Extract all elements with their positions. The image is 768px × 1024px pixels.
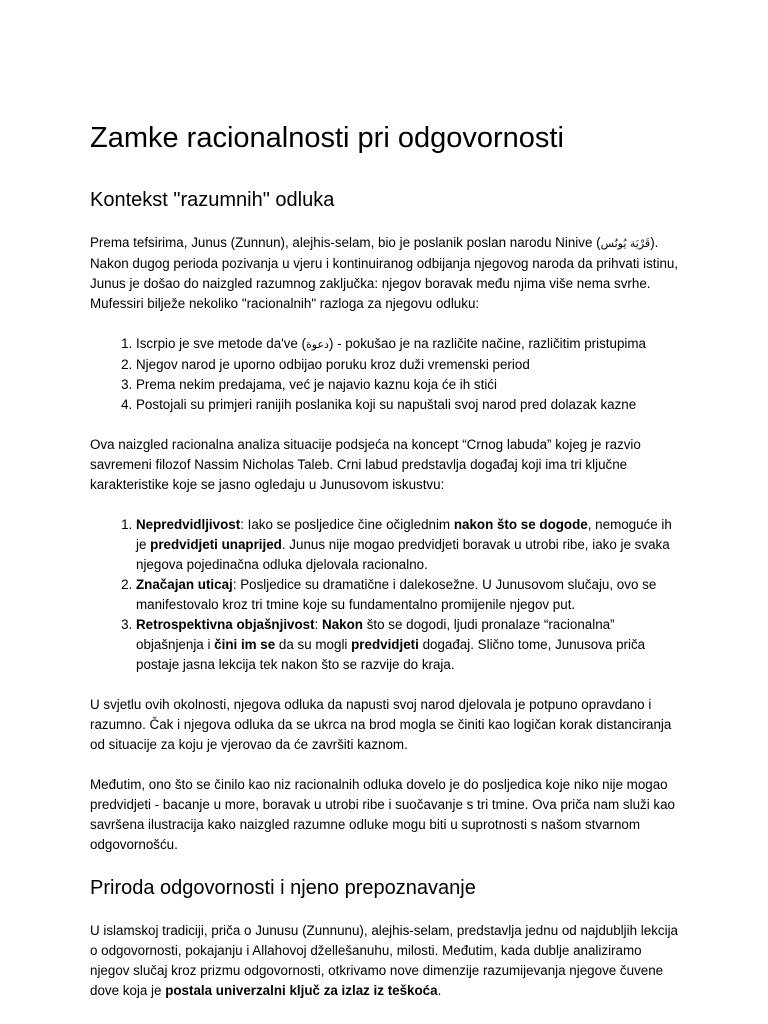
responsibility-bold: postala univerzalni ključ za izlaz iz teškoća <box>165 983 438 998</box>
list-item <box>136 515 680 575</box>
trait-1-bold-2: nakon što se dogode <box>453 517 588 532</box>
trait-3-text-a: : <box>314 617 323 632</box>
trait-2-title: Značajan uticaj <box>136 577 233 592</box>
document-content <box>90 120 680 1001</box>
list-item: 3. Prema nekim predajama, već je najavio kaznu koja će ih stići <box>136 375 680 395</box>
trait-1-text-a: : Iako se posljedice čine očiglednim <box>240 517 454 532</box>
responsibility-text-b: . <box>437 983 442 998</box>
consequences-paragraph: Međutim, ono što se činilo kao niz racionalnih odluka dovelo je do posljedica koje niko nije mogao predvidjeti - bacanje u more, boravak u utrobi ribe i suočavanje s tri tmine. Ova priča nam služi kao savršena ilustracija kako naizgled razumne odluke mogu biti u suprotnosti s našom stvarnom odgovornošću. <box>90 777 675 852</box>
responsibility-paragraph <box>90 921 680 1001</box>
intro-text-b: ). Nakon dugog perioda pozivanja u vjeru i kontinuiranog odbijanja njegovog naroda da prihvati istinu, Junus je došao do naizgled razumnog zaključka: njegov boravak među njima više nema svrhe. Mufessiri bilježe nekoliko "racionalnih" razloga za njegovu odluku: <box>90 235 679 311</box>
intro-text-a: Prema tefsirima, Junus (Zunnun), alejhis-selam, bio je poslanik poslan narodu Ninive ( <box>90 235 601 250</box>
list-item <box>136 615 680 675</box>
black-swan-paragraph: Ova naizgled racionalna analiza situacije podsjeća na koncept “Crnog labuda” kojeg je razvio savremeni filozof Nassim Nicholas Taleb. Crni labud predstavlja događaj koji ima tri ključne karakteristike koje se jasno ogledaju u Junusovom iskustvu: <box>90 437 641 492</box>
trait-3-bold-2: Nakon <box>322 617 363 632</box>
list-item <box>136 575 680 615</box>
traits-list <box>90 515 680 675</box>
reasons-list <box>90 334 680 415</box>
trait-3-bold-4: predvidjeti <box>351 637 419 652</box>
trait-3-title: Retrospektivna objašnjivost <box>136 617 315 632</box>
circumstances-paragraph: U svjetlu ovih okolnosti, njegova odluka da napusti svoj narod djelovala je potpuno opravdano i razumno. Čak i njegova odluka da se ukrca na brod mogla se činiti kao logičan korak distanciranja od situacije za koju je vjerovao da će završiti kaznom. <box>90 697 672 752</box>
list-item: 2. Njegov narod je uporno odbijao poruku kroz duži vremenski period <box>136 355 680 375</box>
list-item <box>136 334 680 355</box>
trait-1-text-b: , nemoguće ih je <box>136 517 672 552</box>
trait-3-text-c: da su mogli <box>275 637 352 652</box>
trait-1-bold-3: predvidjeti unaprijed <box>150 537 282 552</box>
arabic-ninive: قَرْيَة يُونُس <box>600 237 651 250</box>
trait-3-bold-3: čini im se <box>214 637 276 652</box>
reason-1-text-b: ) - pokušao je na različite načine, različitim pristupima <box>328 336 646 351</box>
section-heading-context: Kontekst "razumnih" odluka <box>90 189 335 211</box>
intro-paragraph <box>90 233 680 314</box>
trait-2-text-a: : Posljedice su dramatične i dalekosežne. U Junusovom slučaju, ovo se manifestovalo kroz tri tmine koje su fundamentalno promijenile njegov put. <box>136 577 657 612</box>
arabic-dawa: دعوة <box>306 338 329 351</box>
page-title: Zamke racionalnosti pri odgovornosti <box>90 122 564 154</box>
list-item: 4. Postojali su primjeri ranijih poslanika koji su napuštali svoj narod pred dolazak kazne <box>136 395 680 415</box>
trait-1-title: Nepredvidljivost <box>136 517 241 532</box>
reason-1-text-a: Iscrpio je sve metode da've ( <box>136 336 307 351</box>
section-heading-responsibility: Priroda odgovornosti i njeno prepoznavanje <box>90 877 476 899</box>
trait-3-text-b: što se dogodi, ljudi pronalaze “racionalna” objašnjenja i <box>136 617 615 652</box>
trait-3-text-d: događaj. Slično tome, Junusova priča postaje jasna lekcija tek nakon što se razvije do kraja. <box>136 637 646 672</box>
trait-1-text-c: . Junus nije mogao predvidjeti boravak u utrobi ribe, iako je svaka njegova pojedinačna odluka djelovala racionalno. <box>136 537 670 572</box>
responsibility-text-a: U islamskoj tradiciji, priča o Junusu (Zunnunu), alejhis-selam, predstavlja jednu od najdubljih lekcija o odgovornosti, pokajanju i Allahovoj džellešanuhu, milosti. Međutim, kada dublje analiziramo njegov slučaj kroz prizmu odgovornosti, otkrivamo nove dimenzije razumijevanja njegove čuvene dove koja je <box>90 923 678 998</box>
